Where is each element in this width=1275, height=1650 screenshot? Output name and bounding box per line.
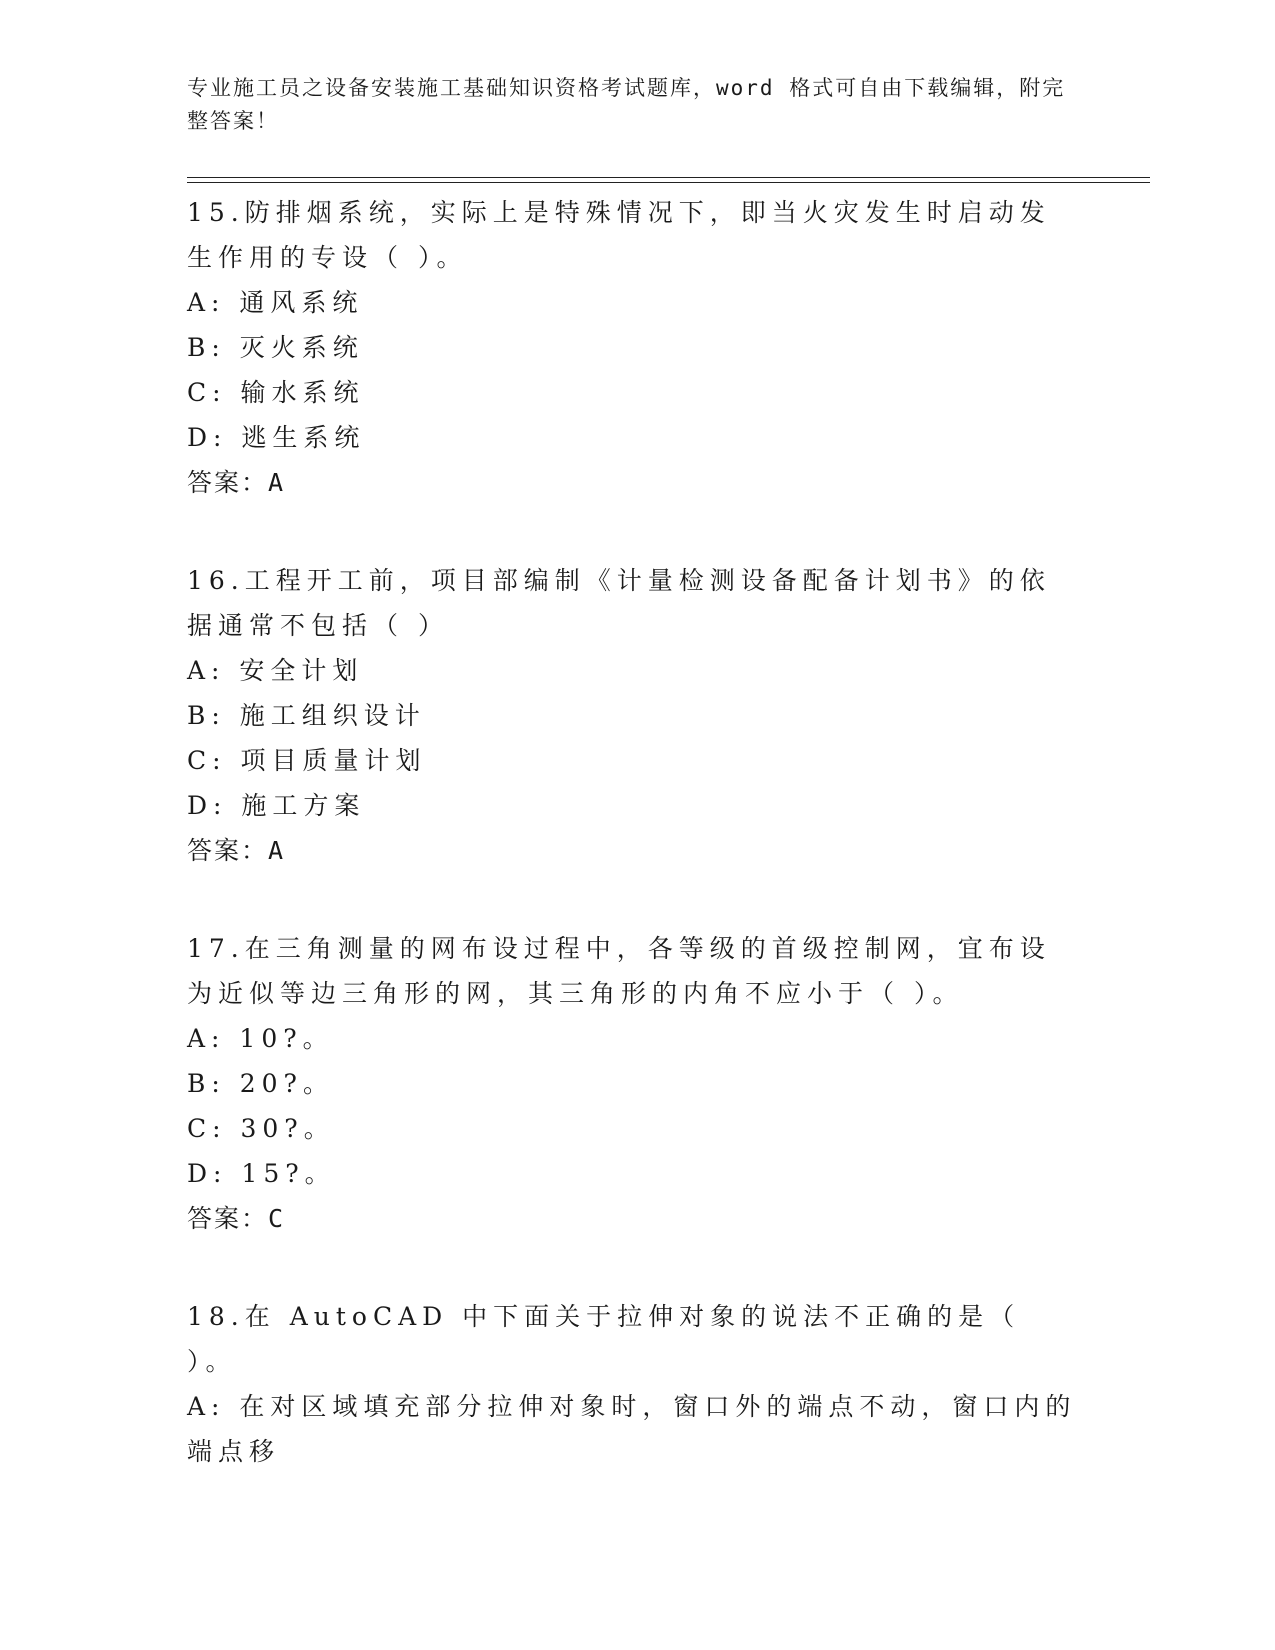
answer: 答案：C [187, 1204, 286, 1233]
option-d: D: 逃生系统 [187, 423, 366, 452]
question-list [187, 190, 1077, 1527]
option-b: B: 灭火系统 [187, 333, 364, 362]
option-d: D: 15?。 [187, 1159, 336, 1188]
option-c: C: 项目质量计划 [187, 746, 427, 775]
answer: 答案：A [187, 836, 286, 865]
question-text: 16.工程开工前，项目部编制《计量检测设备配备计划书》的依据通常不包括（ ） [187, 566, 1051, 640]
question-text: 18.在 AutoCAD 中下面关于拉伸对象的说法不正确的是（ ）。 [187, 1302, 1021, 1376]
header-divider-top [187, 177, 1150, 178]
option-c: C: 30?。 [187, 1114, 335, 1143]
option-b: B: 施工组织设计 [187, 701, 426, 730]
question-17 [187, 926, 1077, 1241]
header-divider-bottom [187, 182, 1150, 183]
option-a: A: 安全计划 [187, 656, 364, 685]
question-text: 15.防排烟系统，实际上是特殊情况下，即当火灾发生时启动发生作用的专设（ ）。 [187, 198, 1051, 272]
option-d: D: 施工方案 [187, 791, 366, 820]
option-a: A: 通风系统 [187, 288, 364, 317]
option-c: C: 输水系统 [187, 378, 365, 407]
header-note: 专业施工员之设备安装施工基础知识资格考试题库，word 格式可自由下载编辑，附完整答案！ [187, 76, 1066, 133]
option-b: B: 20?。 [187, 1069, 334, 1098]
option-a: A: 10?。 [187, 1024, 334, 1053]
question-16 [187, 558, 1077, 873]
question-text: 17.在三角测量的网布设过程中，各等级的首级控制网，宜布设为近似等边三角形的网，其三角形的内角不应小于（ ）。 [187, 934, 1051, 1008]
answer: 答案：A [187, 468, 286, 497]
question-15 [187, 190, 1077, 505]
option-a: A: 在对区域填充部分拉伸对象时，窗口外的端点不动，窗口内的端点移 [187, 1392, 1077, 1466]
question-18 [187, 1294, 1077, 1474]
